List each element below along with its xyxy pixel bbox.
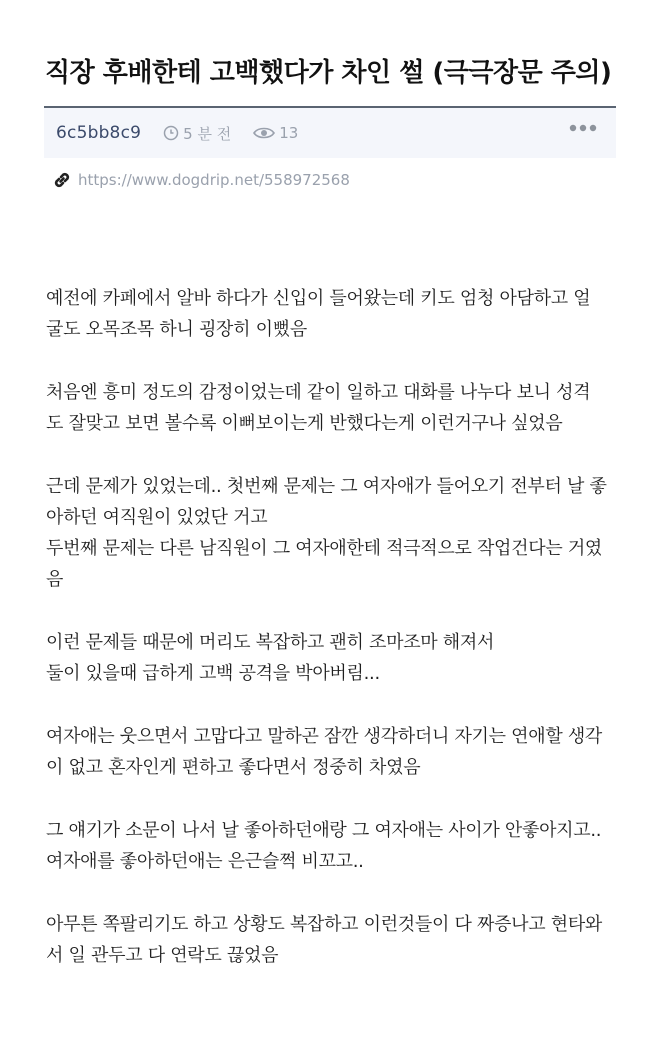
post-title: 직장 후배한테 고백했다가 차인 썰 (극극장문 주의): [45, 58, 612, 88]
eye-icon: [253, 126, 275, 140]
body-text-line: 여자애를 좋아하던애는 은근슬쩍 비꼬고..: [46, 851, 364, 872]
time-ago-text: 5 분 전: [183, 124, 232, 143]
views-count: 13: [279, 124, 299, 142]
post-views: [253, 124, 298, 142]
body-text-line: 아무튼 쪽팔리기도 하고 상황도 복잡하고 이런것들이 다 짜증나고 현타와: [46, 914, 603, 935]
body-text-line: 근데 문제가 있었는데.. 첫번째 문제는 그 여자애가 들어오기 전부터 날 좋: [46, 476, 607, 497]
more-dots-icon[interactable]: [568, 123, 598, 133]
author-name[interactable]: 6c5bb8c9: [56, 123, 142, 143]
body-text-line: 도 잘맞고 보면 볼수록 이뻐보이는게 반했다는게 이런거구나 싶었음: [46, 413, 563, 434]
body-paragraph: [46, 627, 618, 689]
body-text-line: 서 일 관두고 다 연락도 끊었음: [46, 945, 279, 966]
body-text-line: 두번째 문제는 다른 남직원이 그 여자애한테 적극적으로 작업건다는 거였: [46, 538, 603, 559]
body-text-line: 처음엔 흥미 정도의 감정이었는데 같이 일하고 대화를 나누다 보니 성격: [46, 382, 591, 403]
post-link-url[interactable]: https://www.dogdrip.net/558972568: [78, 171, 350, 189]
body-paragraph: [46, 909, 618, 971]
clock-icon: [163, 125, 179, 141]
body-text-line: 음: [46, 569, 64, 590]
body-paragraph: [46, 815, 618, 877]
post-time: [163, 123, 231, 144]
post-link-row[interactable]: [52, 170, 350, 190]
body-text-line: 이 없고 혼자인게 편하고 좋다면서 정중히 차였음: [46, 757, 421, 778]
body-text-line: 굴도 오목조목 하니 굉장히 이뻤음: [46, 319, 307, 340]
body-text-line: 여자애는 웃으면서 고맙다고 말하곤 잠깐 생각하더니 자기는 연애할 생각: [46, 726, 603, 747]
post-meta-bar: [44, 106, 616, 158]
body-paragraph: [46, 377, 618, 439]
link-icon: [52, 170, 72, 190]
body-paragraph: [46, 471, 618, 595]
body-text-line: 이런 문제들 때문에 머리도 복잡하고 괜히 조마조마 해져서: [46, 632, 495, 653]
body-text-line: 아하던 여직원이 있었단 거고: [46, 507, 268, 528]
body-paragraph: [46, 721, 618, 783]
body-text-line: 둘이 있을때 급하게 고백 공격을 박아버림...: [46, 663, 380, 684]
body-text-line: 그 얘기가 소문이 나서 날 좋아하던애랑 그 여자애는 사이가 안좋아지고..: [46, 820, 602, 841]
post-body: [46, 283, 618, 1003]
body-paragraph: [46, 283, 618, 345]
body-text-line: 예전에 카페에서 알바 하다가 신입이 들어왔는데 키도 엄청 아담하고 얼: [46, 288, 591, 309]
